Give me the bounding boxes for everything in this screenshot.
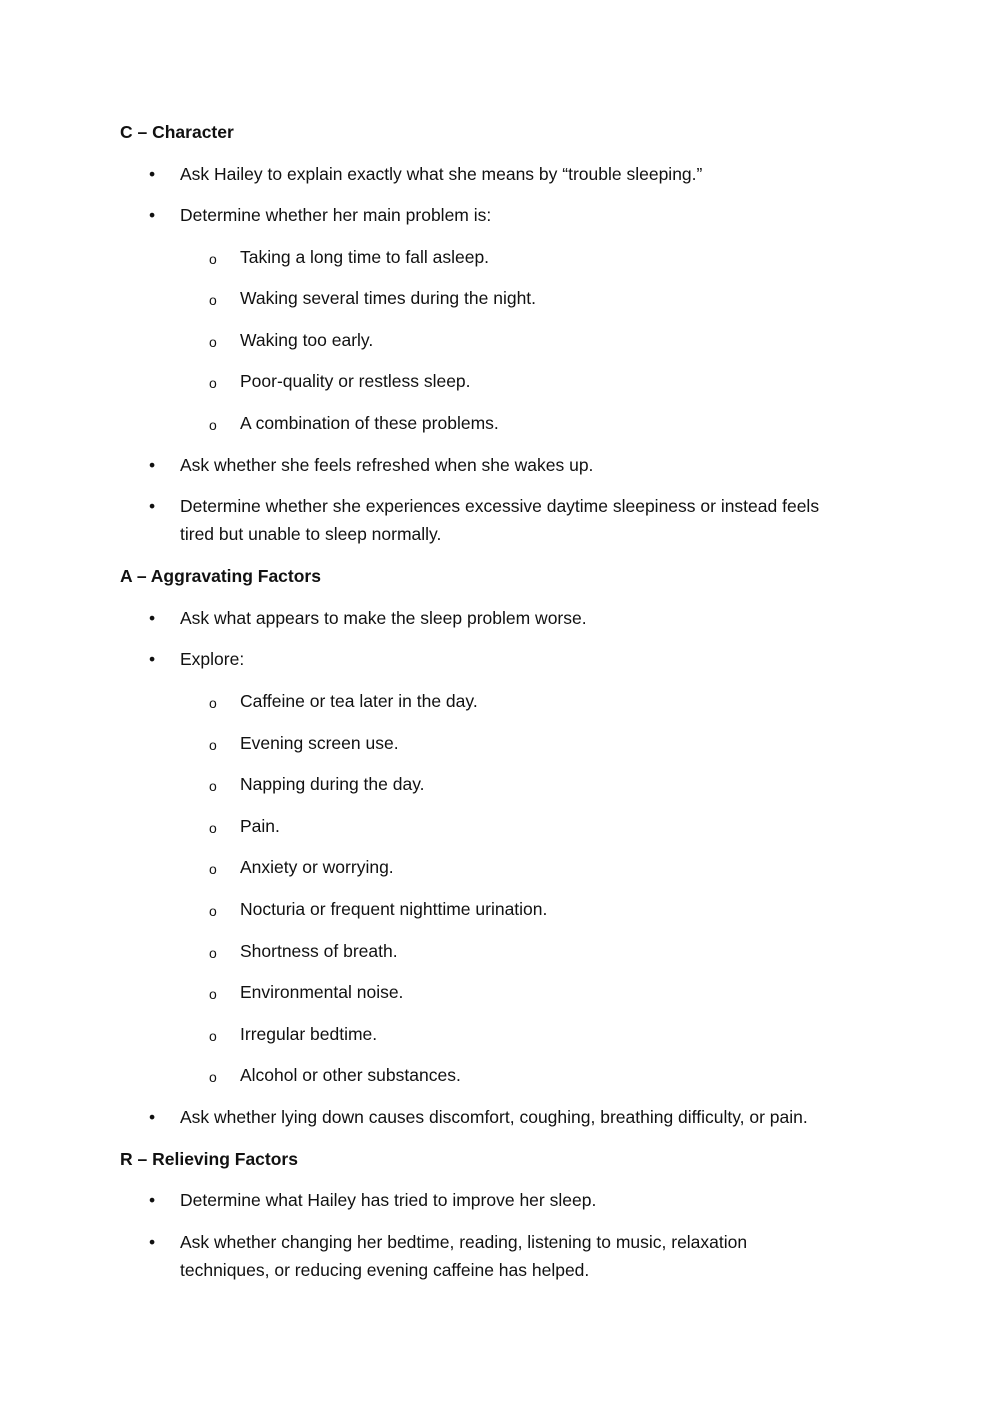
sub-list-item: Evening screen use. bbox=[240, 733, 399, 753]
sub-list-item: Irregular bedtime. bbox=[240, 1024, 378, 1044]
sub-bullet-marker: o bbox=[209, 903, 217, 919]
bullet-marker: • bbox=[149, 608, 156, 628]
bullet-marker: • bbox=[149, 496, 156, 516]
sub-list-item: Taking a long time to fall asleep. bbox=[240, 247, 490, 267]
sub-list-item: Waking too early. bbox=[240, 330, 374, 350]
bullet-marker: • bbox=[149, 1107, 156, 1127]
list-item: Determine whether she experiences excessive daytime sleepiness or instead feels tired but unable to sleep normally. bbox=[180, 496, 820, 544]
sub-bullet-marker: o bbox=[209, 251, 217, 267]
list-item: Determine what Hailey has tried to improve her sleep. bbox=[180, 1190, 597, 1210]
bullet-marker: • bbox=[149, 205, 156, 225]
sub-bullet-marker: o bbox=[209, 334, 217, 350]
sub-bullet-marker: o bbox=[209, 1069, 217, 1085]
sub-bullet-marker: o bbox=[209, 1028, 217, 1044]
sub-list-item: Environmental noise. bbox=[240, 982, 404, 1002]
bullet-marker: • bbox=[149, 455, 156, 475]
sub-bullet-marker: o bbox=[209, 292, 217, 308]
section-heading-aggravating: A – Aggravating Factors bbox=[120, 566, 321, 586]
sub-list-item: A combination of these problems. bbox=[240, 413, 499, 433]
bullet-marker: • bbox=[149, 1232, 156, 1252]
sub-list-item: Alcohol or other substances. bbox=[240, 1065, 461, 1085]
sub-list-item: Anxiety or worrying. bbox=[240, 857, 394, 877]
bullet-marker: • bbox=[149, 649, 156, 669]
sub-bullet-marker: o bbox=[209, 945, 217, 961]
sub-list-item: Poor-quality or restless sleep. bbox=[240, 371, 471, 391]
list-item: Ask whether she feels refreshed when she wakes up. bbox=[180, 455, 594, 475]
sub-bullet-marker: o bbox=[209, 737, 217, 753]
sub-bullet-marker: o bbox=[209, 695, 217, 711]
list-item: Ask whether lying down causes discomfort, coughing, breathing difficulty, or pain. bbox=[180, 1107, 808, 1127]
sub-list-item: Waking several times during the night. bbox=[240, 288, 537, 308]
sub-bullet-marker: o bbox=[209, 820, 217, 836]
sub-bullet-marker: o bbox=[209, 375, 217, 391]
list-item: Ask what appears to make the sleep problem worse. bbox=[180, 608, 587, 628]
section-heading-character: C – Character bbox=[120, 122, 234, 142]
list-item: Determine whether her main problem is: bbox=[180, 205, 492, 225]
sub-list-item: Shortness of breath. bbox=[240, 941, 398, 961]
sub-bullet-marker: o bbox=[209, 861, 217, 877]
bullet-marker: • bbox=[149, 164, 156, 184]
list-item: Explore: bbox=[180, 649, 245, 669]
sub-list-item: Nocturia or frequent nighttime urination. bbox=[240, 899, 548, 919]
section-heading-relieving: R – Relieving Factors bbox=[120, 1149, 298, 1169]
sub-bullet-marker: o bbox=[209, 417, 217, 433]
sub-list-item: Napping during the day. bbox=[240, 774, 425, 794]
sub-list-item: Pain. bbox=[240, 816, 280, 836]
list-item: Ask whether changing her bedtime, reading, listening to music, relaxation techniques, or reducing evening caffeine has helped. bbox=[180, 1232, 748, 1280]
sub-list-item: Caffeine or tea later in the day. bbox=[240, 691, 478, 711]
sub-bullet-marker: o bbox=[209, 986, 217, 1002]
bullet-marker: • bbox=[149, 1190, 156, 1210]
list-item: Ask Hailey to explain exactly what she means by “trouble sleeping.” bbox=[180, 164, 703, 184]
sub-bullet-marker: o bbox=[209, 778, 217, 794]
